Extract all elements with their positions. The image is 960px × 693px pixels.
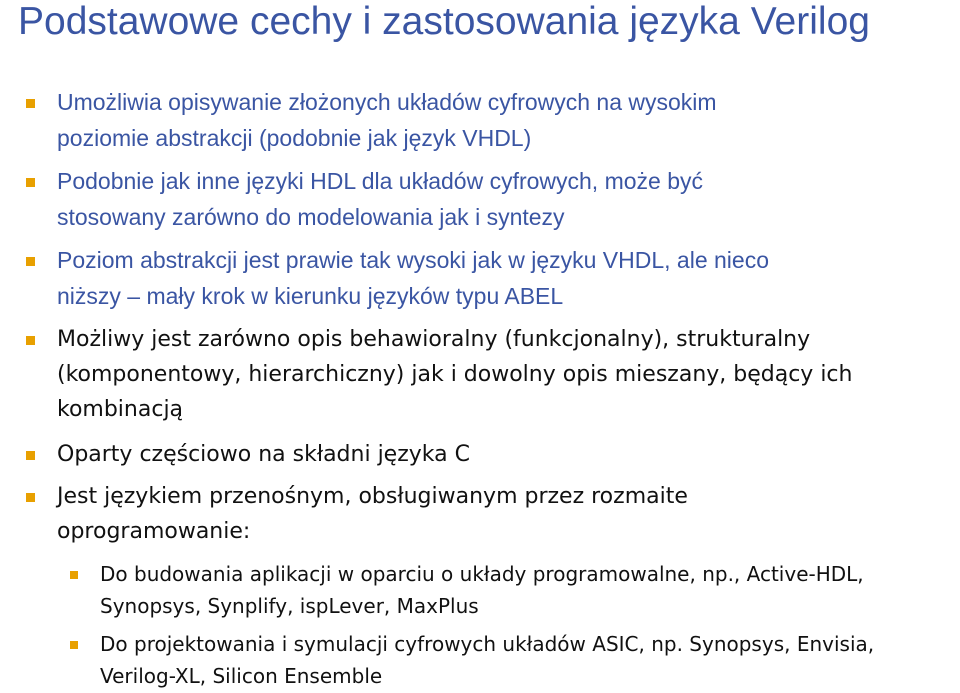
bullet-square-icon: [70, 641, 78, 649]
bullet-line: Do projektowania i symulacji cyfrowych układów ASIC, np. Synopsys, Envisia,: [100, 632, 875, 656]
bullet-line: stosowany zarówno do modelowania jak i syntezy: [57, 204, 565, 230]
bullet-square-icon: [26, 451, 35, 460]
bullet-line: Możliwy jest zarówno opis behawioralny (funkcjonalny), strukturalny: [57, 327, 811, 352]
bullet-line: oprogramowanie:: [57, 519, 251, 544]
bullet-line: Jest językiem przenośnym, obsługiwanym przez rozmaite: [57, 484, 688, 509]
bullet-line: (komponentowy, hierarchiczny) jak i dowolny opis mieszany, będący ich: [57, 362, 853, 387]
bullet-line: Synopsys, Synplify, ispLever, MaxPlus: [100, 594, 479, 618]
bullet-line: niższy – mały krok w kierunku języków typu ABEL: [57, 283, 564, 309]
bullet-line: Podobnie jak inne języki HDL dla układów cyfrowych, może być: [57, 168, 704, 194]
bullet-square-icon: [26, 178, 35, 187]
slide-title: Podstawowe cechy i zastosowania języka Verilog: [18, 0, 870, 43]
bullet-square-icon: [26, 336, 35, 345]
bullet-line: Umożliwia opisywanie złożonych układów cyfrowych na wysokim: [57, 89, 717, 115]
bullet-line: Do budowania aplikacji w oparciu o układy programowalne, np., Active-HDL,: [100, 562, 864, 586]
bullet-line: poziomie abstrakcji (podobnie jak język VHDL): [57, 125, 532, 151]
bullet-line: kombinacją: [57, 397, 184, 422]
bullet-line: Oparty częściowo na składni języka C: [57, 442, 470, 467]
bullet-square-icon: [26, 493, 35, 502]
bullet-square-icon: [70, 571, 78, 579]
bullet-square-icon: [26, 257, 35, 266]
bullet-line: Verilog-XL, Silicon Ensemble: [100, 664, 383, 688]
bullet-square-icon: [26, 99, 35, 108]
bullet-line: Poziom abstrakcji jest prawie tak wysoki jak w języku VHDL, ale nieco: [57, 247, 769, 273]
